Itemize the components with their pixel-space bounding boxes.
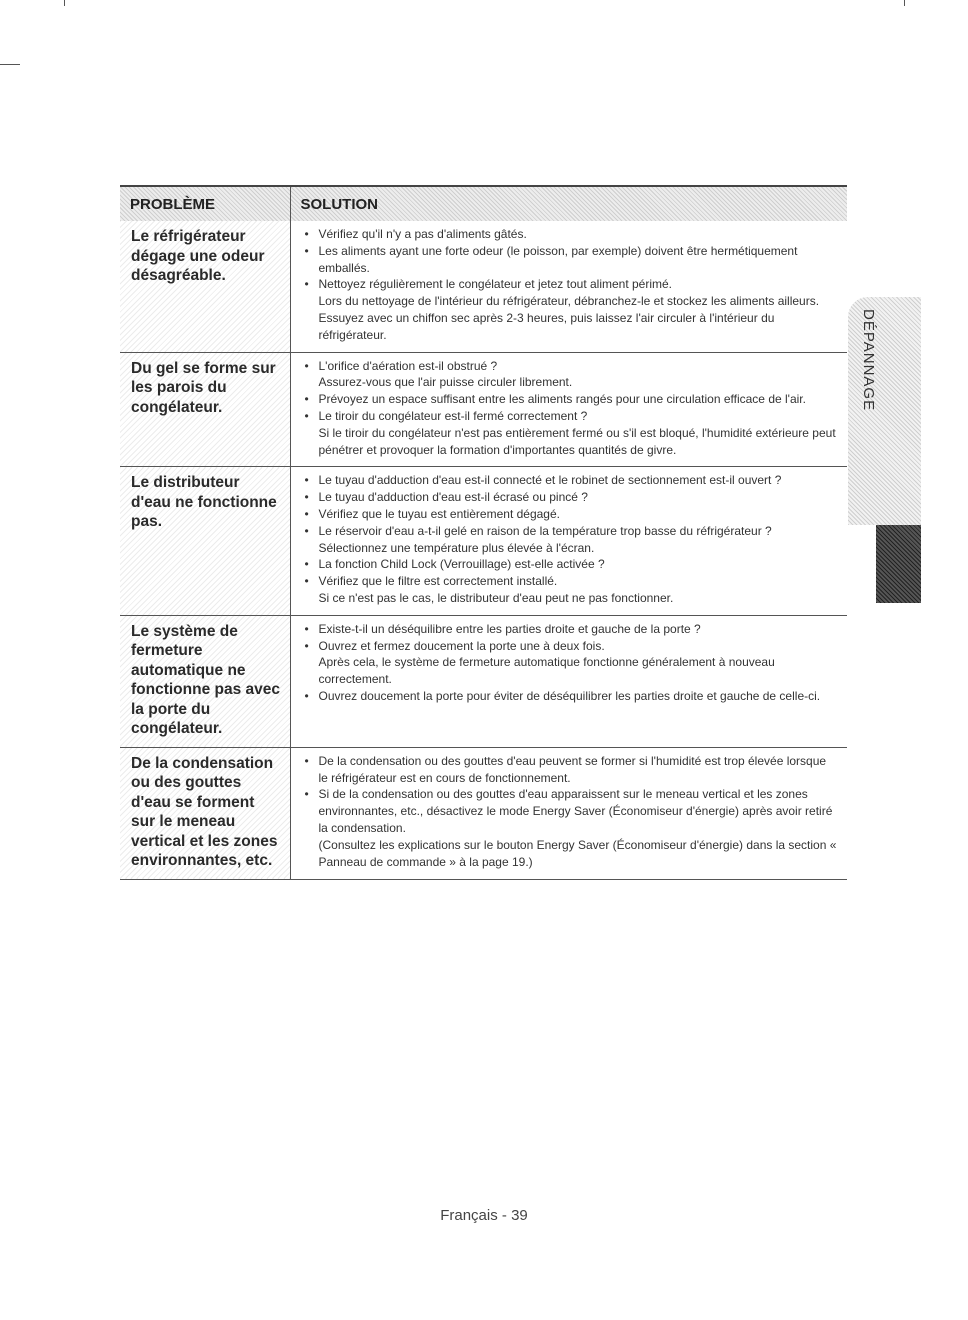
problem-cell: De la condensation ou des gouttes d'eau se forment sur le meneau vertical et les zones environnantes, etc. [120, 747, 290, 879]
header-solution: SOLUTION [290, 186, 847, 221]
table-row [120, 747, 847, 879]
solution-cell [290, 615, 847, 747]
solution-list [303, 472, 838, 606]
solution-item: • Le tuyau d'adduction d'eau est-il écrasé ou pincé ? [303, 489, 838, 506]
solution-item: • Vérifiez qu'il n'y a pas d'aliments gâtés. [303, 226, 838, 243]
table-row [120, 467, 847, 615]
crop-mark-left [0, 64, 20, 65]
solution-item: • Le réservoir d'eau a-t-il gelé en raison de la température trop basse du réfrigérateur ? Sélectionnez une température plus élevée à l'écran. [303, 523, 838, 557]
solution-cell [290, 221, 847, 352]
solution-item: • La fonction Child Lock (Verrouillage) est-elle activée ? [303, 556, 838, 573]
problem-cell: Le réfrigérateur dégage une odeur désagréable. [120, 221, 290, 352]
solution-list [303, 753, 838, 871]
solution-list [303, 621, 838, 705]
solution-item: • Vérifiez que le tuyau est entièrement dégagé. [303, 506, 838, 523]
troubleshooting-table [120, 185, 847, 880]
table-row [120, 221, 847, 352]
solution-list [303, 226, 838, 344]
solution-item: • Nettoyez régulièrement le congélateur et jetez tout aliment périmé. Lors du nettoyage de l'intérieur du réfrigérateur, débranchez-le et stockez les aliments ailleurs. Essuyez avec un chiffon sec après 2-3 heures, puis laissez l'air circuler à l'intérieur du réfrigérateur. [303, 276, 838, 343]
side-tab-dark-marker [876, 525, 921, 603]
solution-list [303, 358, 838, 459]
solution-item: • Ouvrez et fermez doucement la porte une à deux fois. Après cela, le système de fermeture automatique fonctionne généralement à nouveau correctement. [303, 638, 838, 688]
crop-mark-top-left [64, 0, 65, 6]
problem-cell: Le distributeur d'eau ne fonctionne pas. [120, 467, 290, 615]
solution-item: • Existe-t-il un déséquilibre entre les parties droite et gauche de la porte ? [303, 621, 838, 638]
section-side-tab [848, 297, 921, 603]
solution-item: • Ouvrez doucement la porte pour éviter de déséquilibrer les parties droite et gauche de celle-ci. [303, 688, 838, 705]
solution-item: • Les aliments ayant une forte odeur (le poisson, par exemple) doivent être hermétiquement emballés. [303, 243, 838, 277]
crop-mark-top-right [904, 0, 905, 6]
table-row [120, 352, 847, 467]
solution-item: • L'orifice d'aération est-il obstrué ? Assurez-vous que l'air puisse circuler librement. [303, 358, 838, 392]
problem-cell: Du gel se forme sur les parois du congélateur. [120, 352, 290, 467]
solution-cell [290, 747, 847, 879]
solution-item: • Le tuyau d'adduction d'eau est-il connecté et le robinet de sectionnement est-il ouvert ? [303, 472, 838, 489]
solution-item: • De la condensation ou des gouttes d'eau peuvent se former si l'humidité est trop élevée lorsque le réfrigérateur est en cours de fonctionnement. [303, 753, 838, 787]
solution-cell [290, 467, 847, 615]
problem-cell: Le système de fermeture automatique ne fonctionne pas avec la porte du congélateur. [120, 615, 290, 747]
solution-cell [290, 352, 847, 467]
header-problem: PROBLÈME [120, 186, 290, 221]
page-footer: Français - 39 [440, 1207, 528, 1224]
solution-item: • Le tiroir du congélateur est-il fermé correctement ? Si le tiroir du congélateur n'est pas entièrement fermé ou s'il est bloqué, l'humidité extérieure peut pénétrer et provoquer la formation d'importantes quantités de givre. [303, 408, 838, 458]
table-header-row [120, 186, 847, 221]
table-row [120, 615, 847, 747]
side-tab-label: DÉPANNAGE [860, 309, 877, 412]
solution-item: • Prévoyez un espace suffisant entre les aliments rangés pour une circulation efficace de l'air. [303, 391, 838, 408]
solution-item: • Vérifiez que le filtre est correctement installé. Si ce n'est pas le cas, le distributeur d'eau peut ne pas fonctionner. [303, 573, 838, 607]
solution-item: • Si de la condensation ou des gouttes d'eau apparaissent sur le meneau vertical et les zones environnantes, etc., désactivez le mode Energy Saver (Économiseur d'énergie) après avoir retiré la condensation. (Consultez les explications sur le bouton Energy Saver (Économiseur d'énergie) dans la section « Panneau de commande » à la page 19.) [303, 786, 838, 870]
